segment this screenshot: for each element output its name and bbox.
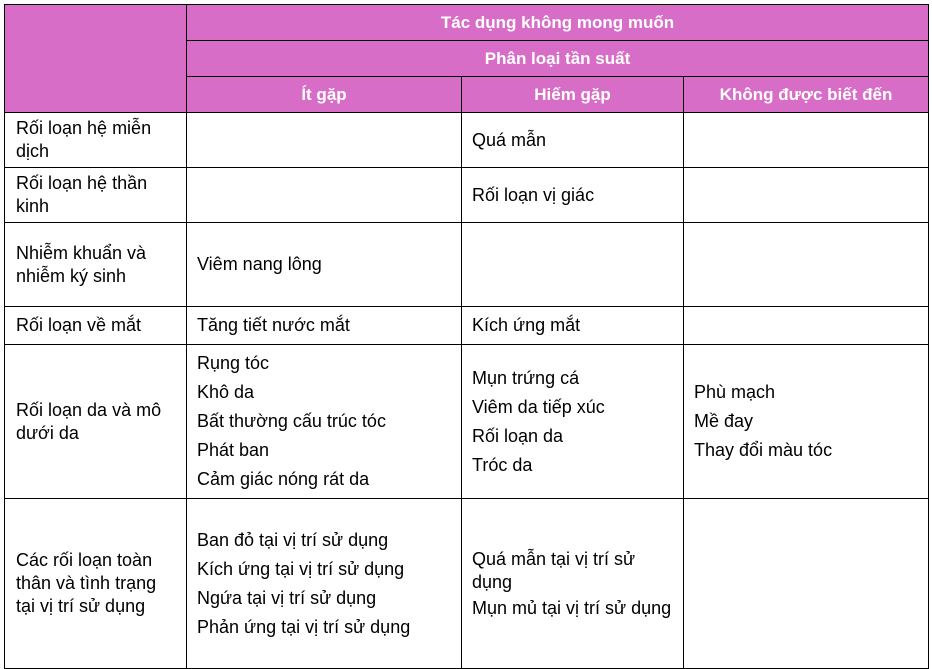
effect-item: Bất thường cấu trúc tóc bbox=[197, 411, 386, 431]
header-row-title bbox=[5, 5, 929, 41]
category-cell: Rối loạn hệ thần kinh bbox=[5, 168, 187, 223]
adverse-effects-table bbox=[4, 4, 929, 669]
rare-cell bbox=[462, 307, 684, 345]
header-corner-cell bbox=[5, 5, 187, 113]
table-row bbox=[5, 345, 929, 499]
effect-item: Ngứa tại vị trí sử dụng bbox=[197, 587, 377, 608]
rare-cell bbox=[462, 499, 684, 669]
effect-item: Mụn mủ tại vị trí sử dụng bbox=[472, 597, 672, 618]
uncommon-cell bbox=[187, 168, 462, 223]
effect-item: Viêm nang lông bbox=[197, 254, 322, 274]
category-cell: Nhiễm khuẩn và nhiễm ký sinh bbox=[5, 223, 187, 307]
effect-item: Quá mẫn tại vị trí sử dụng bbox=[472, 548, 636, 592]
effect-item: Thay đổi màu tóc bbox=[694, 440, 833, 460]
effect-item: Phù mạch bbox=[694, 382, 776, 402]
category-cell: Rối loạn da và mô dưới da bbox=[5, 345, 187, 499]
effect-item: Phản ứng tại vị trí sử dụng bbox=[197, 616, 411, 637]
table-row bbox=[5, 113, 929, 168]
effect-item: Tăng tiết nước mắt bbox=[197, 315, 350, 335]
table-row bbox=[5, 307, 929, 345]
uncommon-cell bbox=[187, 499, 462, 669]
effect-item: Tróc da bbox=[472, 454, 533, 475]
rare-cell bbox=[462, 345, 684, 499]
effect-item: Mụn trứng cá bbox=[472, 367, 580, 388]
effect-item: Quá mẫn bbox=[472, 129, 547, 150]
table-row bbox=[5, 499, 929, 669]
uncommon-cell bbox=[187, 307, 462, 345]
effect-item: Cảm giác nóng rát da bbox=[197, 469, 370, 489]
uncommon-cell bbox=[187, 345, 462, 499]
category-cell: Rối loạn hệ miễn dịch bbox=[5, 113, 187, 168]
rare-cell bbox=[462, 113, 684, 168]
effect-item: Phát ban bbox=[197, 440, 270, 460]
effect-item: Rối loạn vị giác bbox=[472, 184, 595, 205]
unknown-cell bbox=[684, 113, 929, 168]
unknown-cell bbox=[684, 307, 929, 345]
table-row bbox=[5, 223, 929, 307]
effect-item: Rối loạn da bbox=[472, 425, 564, 446]
column-header-uncommon: Ít gặp bbox=[187, 77, 462, 113]
table-row bbox=[5, 168, 929, 223]
unknown-cell bbox=[684, 168, 929, 223]
effect-item: Kích ứng mắt bbox=[472, 315, 581, 335]
unknown-cell bbox=[684, 499, 929, 669]
unknown-cell bbox=[684, 223, 929, 307]
effect-item: Mề đay bbox=[694, 411, 754, 431]
unknown-cell bbox=[684, 345, 929, 499]
category-cell: Các rối loạn toàn thân và tình trạng tại vị trí sử dụng bbox=[5, 499, 187, 669]
effect-item: Viêm da tiếp xúc bbox=[472, 396, 605, 417]
column-header-rare: Hiếm gặp bbox=[462, 77, 684, 113]
effect-item: Rụng tóc bbox=[197, 353, 270, 373]
category-cell: Rối loạn về mắt bbox=[5, 307, 187, 345]
column-header-unknown: Không được biết đến bbox=[684, 77, 929, 113]
header-subtitle: Phân loại tần suất bbox=[187, 41, 929, 77]
effect-item: Ban đỏ tại vị trí sử dụng bbox=[197, 529, 389, 550]
rare-cell bbox=[462, 168, 684, 223]
rare-cell bbox=[462, 223, 684, 307]
effect-item: Kích ứng tại vị trí sử dụng bbox=[197, 558, 405, 579]
effect-item: Khô da bbox=[197, 382, 255, 402]
uncommon-cell bbox=[187, 113, 462, 168]
uncommon-cell bbox=[187, 223, 462, 307]
header-title: Tác dụng không mong muốn bbox=[187, 5, 929, 41]
